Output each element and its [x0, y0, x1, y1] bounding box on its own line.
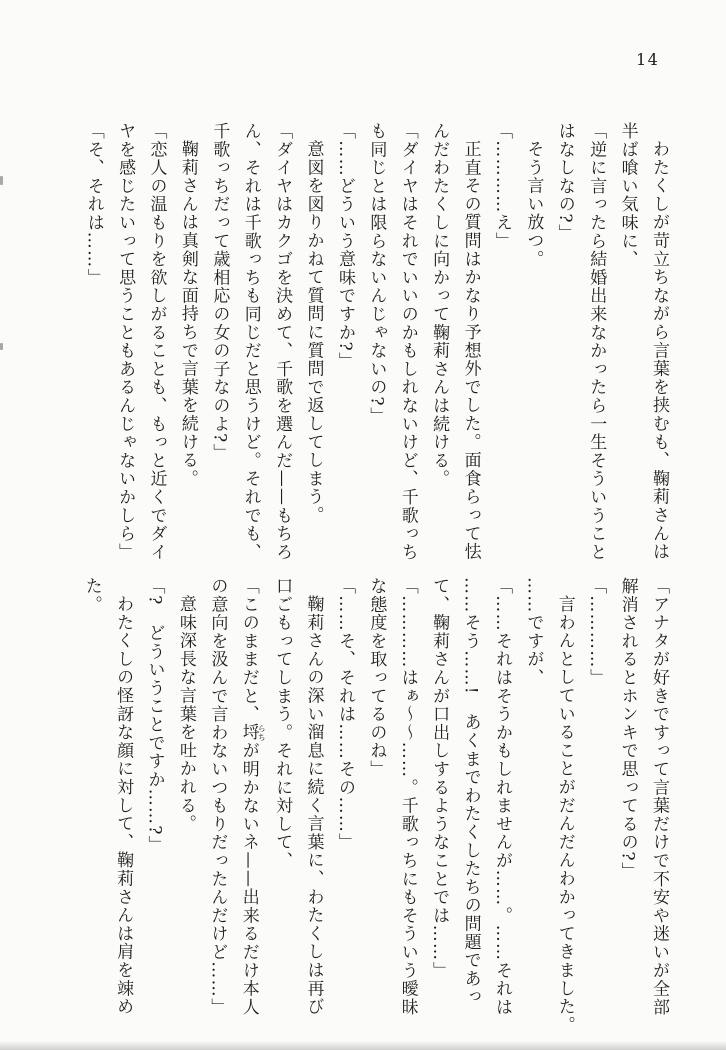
page-edge-shadow — [0, 1041, 726, 1050]
text-line: も同じとは限らないんじゃないの?」 — [366, 122, 387, 426]
text-line: わたくしの怪訝な顔に対して、鞠莉さんは肩を竦め — [113, 595, 134, 1017]
text-line: そう言い放つ。 — [523, 140, 544, 269]
scan-artifact — [0, 343, 3, 350]
text-line: はなしなの?」 — [554, 122, 575, 243]
text-line: 「……どういう意味ですか?」 — [334, 122, 355, 371]
text-line: 「…………」 — [586, 577, 607, 687]
text-line: な態度を取ってるのね」 — [366, 577, 387, 779]
text-line: 「逆に言ったら結婚出来なかったら一生そういうこと — [586, 122, 607, 562]
text-line: 鞠莉さんは真剣な面持ちで言葉を続ける。 — [177, 140, 198, 488]
text-line: ……そう……! あくまでわたくしたちの問題であっ — [460, 577, 481, 1007]
text-line: 「ダイヤはそれでいいのかもしれないけど、千歌っち — [397, 122, 418, 562]
text-line: 「ダイヤはカクゴを決めて、千歌を選んだ——もちろ — [272, 122, 293, 562]
text-line: て、鞠莉さんが口出しするようなことでは……」 — [429, 577, 450, 980]
text-line: 鞠莉さんの深い溜息に続く言葉に、わたくしは再び — [303, 595, 324, 1017]
text-line: んだわたくしに向かって鞠莉さんは続ける。 — [429, 122, 450, 488]
text-line: わたくしが苛立ちながら言葉を挟むも、鞠莉さんは — [649, 140, 669, 562]
text-line: 「……そ、それは……その……」 — [334, 577, 355, 852]
text-line: 「アナタが好きですって言葉だけで不安や迷いが全部 — [649, 577, 669, 1017]
text-line: 「そ、それは……」 — [83, 122, 104, 287]
text-line: の意向を汲んで言わないつもりだったんだけど……」 — [207, 577, 228, 1017]
text-line: 千歌っちだって歳相応の女の子なのよ?」 — [209, 122, 230, 462]
text-line: た。 — [81, 577, 102, 614]
text-line: 「…………はぁ〜〜……。千歌っちにもそういう曖昧 — [397, 577, 418, 1017]
text-line: 解消されるとホンキで思ってるの?」 — [617, 577, 638, 881]
text-line: 口ごもってしまう。それに対して、 — [272, 577, 293, 870]
scan-artifact — [0, 176, 3, 185]
text-line: 言わんとしていることがだんだんわかってきました。 — [554, 595, 575, 1035]
text-line: 「…………え」 — [491, 122, 512, 251]
text-line: 意味深長な言葉を吐かれる。 — [175, 595, 196, 834]
text-block-top — [77, 122, 674, 570]
text-line: ヤを感じたいって思うこともあるんじゃないかしら」 — [115, 122, 136, 562]
text-line: ん、それは千歌っちも同じだと思うけど。それでも、 — [240, 122, 261, 562]
text-block-bottom — [75, 577, 674, 1035]
text-line: 半ば喰い気味に、 — [617, 122, 638, 269]
text-line: 意図を図りかねて質問に質問で返してしまう。 — [303, 140, 324, 525]
text-line: 「……それはそうかもしれませんが……。……それは — [491, 577, 512, 1017]
page-number: 14 — [636, 50, 660, 69]
text-line: 「? どういうことですか……?」 — [144, 577, 165, 855]
text-line: 「このままだと、埒らちが明かないネ——出来るだけ本人 — [238, 577, 267, 1017]
text-line: 「恋人の温もりを欲しがることも、もっと近くでダイ — [146, 122, 167, 562]
text-line: ……ですが、 — [523, 577, 544, 687]
text-line: 正直その質問はかなり予想外でした。面食らって怯 — [460, 140, 481, 562]
